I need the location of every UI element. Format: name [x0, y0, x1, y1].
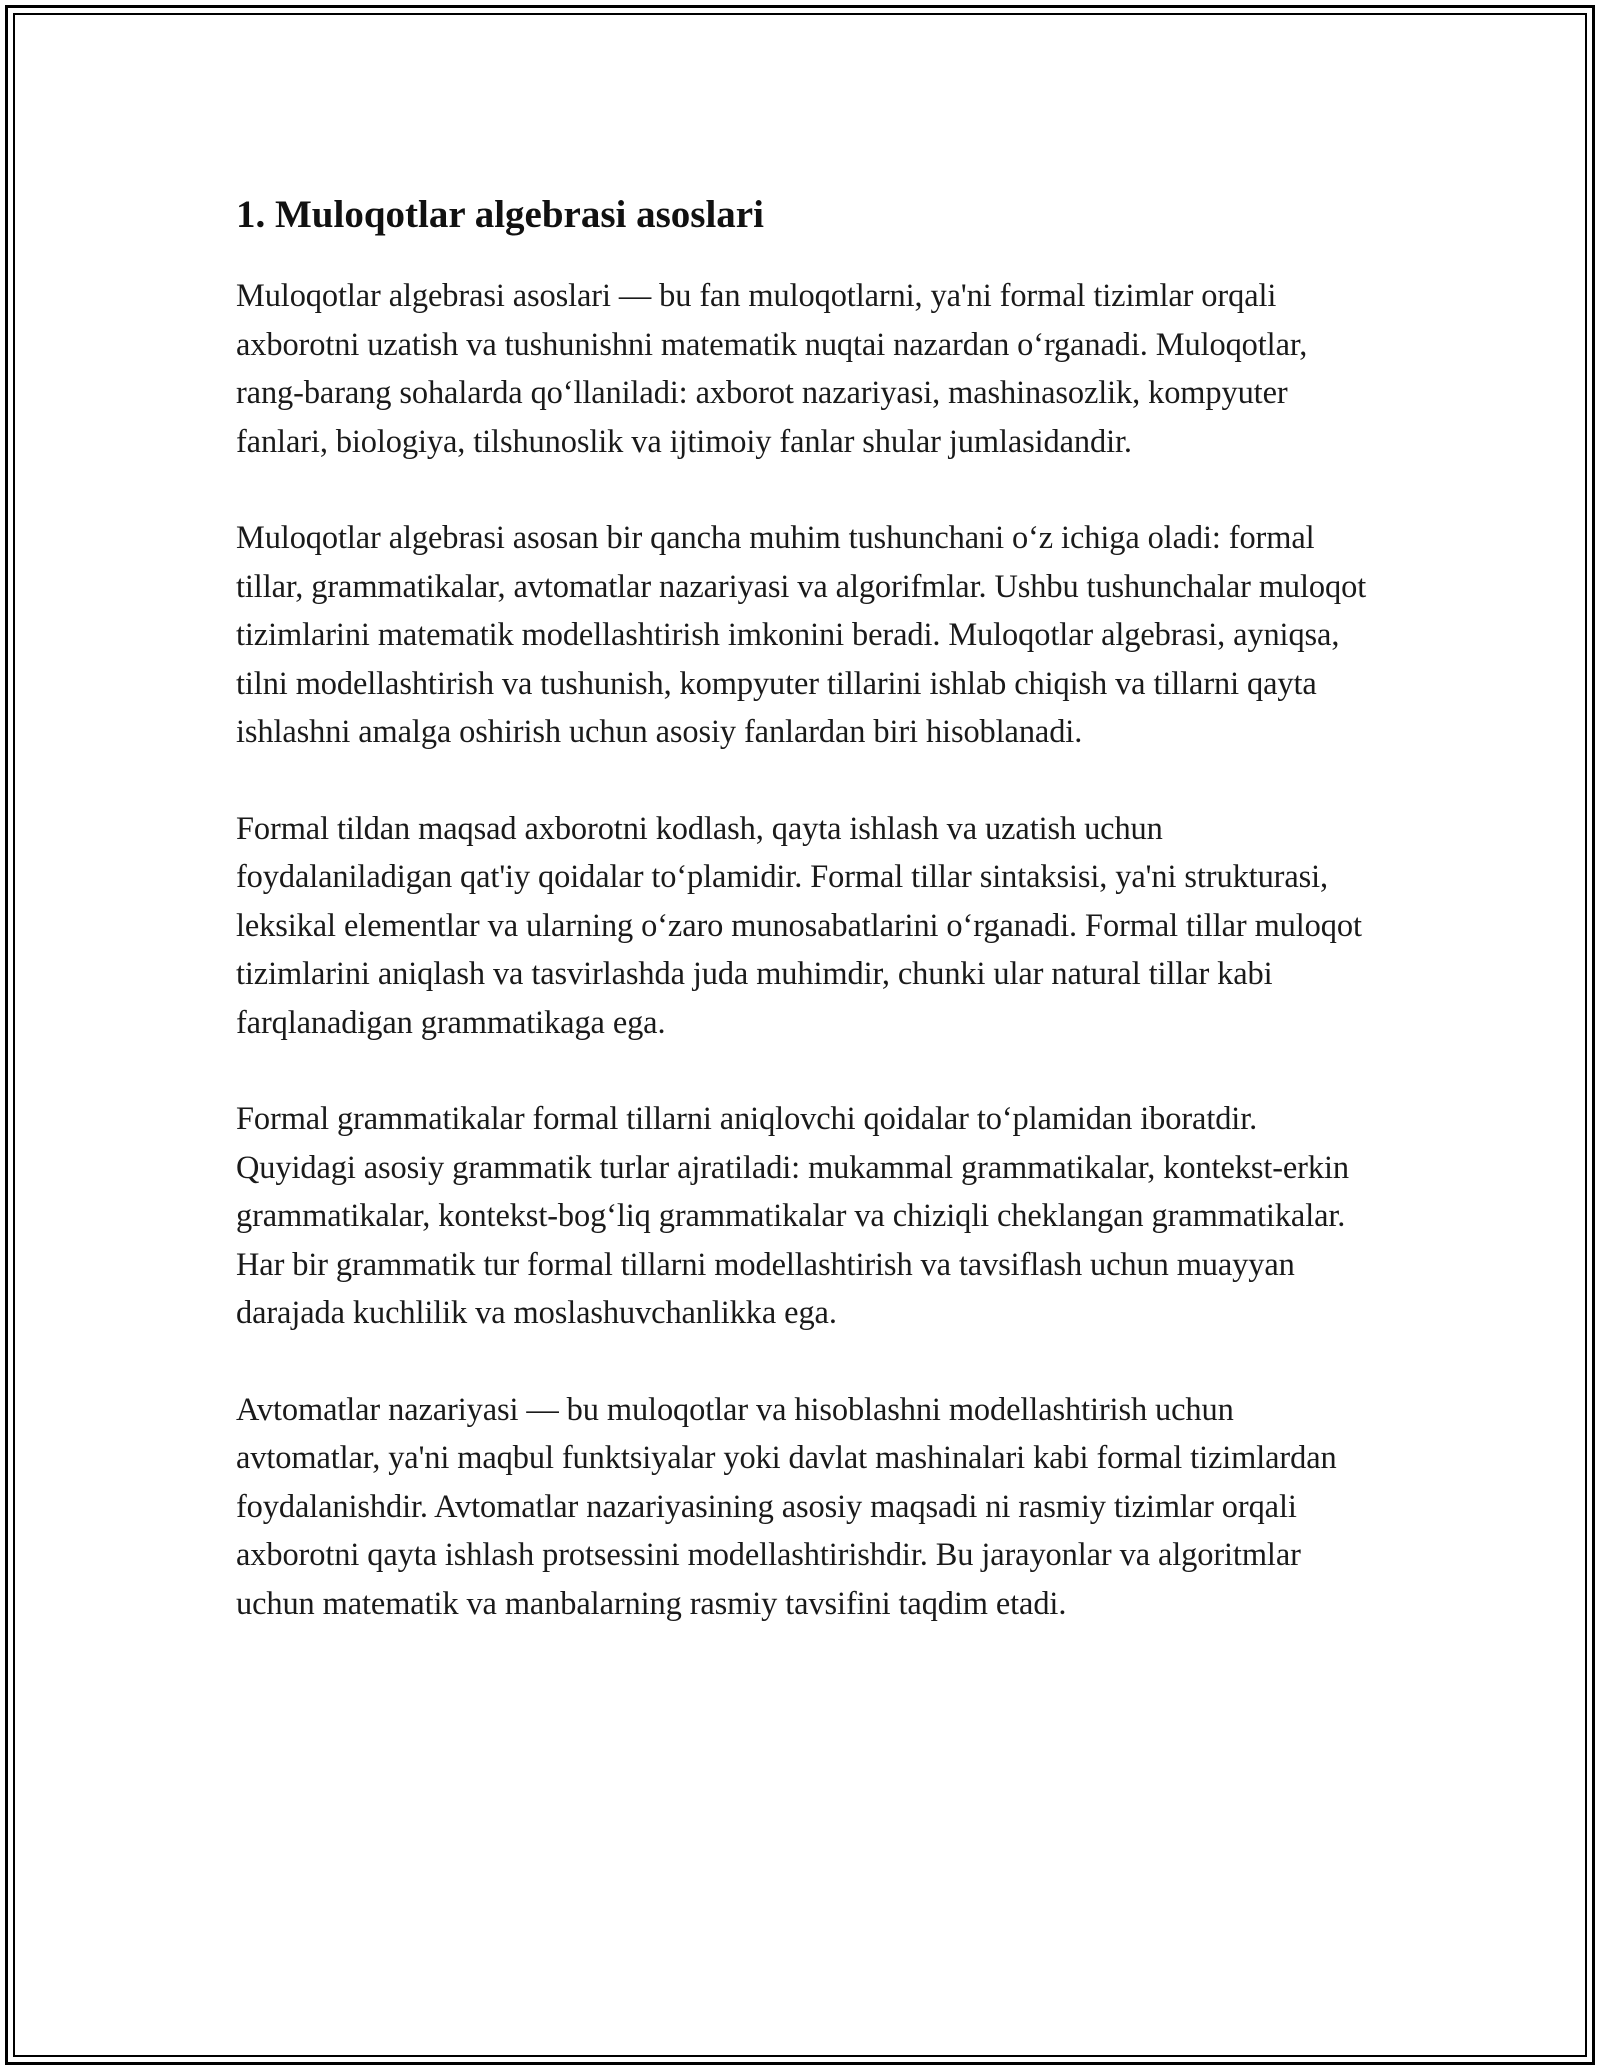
- paragraph-formal-grammars: Formal grammatikalar formal tillarni aniqlovchi qoidalar to‘plamidan iboratdir. Quyidagi asosiy grammatik turlar ajratiladi: mukammal grammatikalar, kontekst-erkin grammatikalar, kontekst-bog‘liq grammatikalar va chiziqli cheklangan grammatikalar. Har bir grammatik tur formal tillarni modellashtirish va tavsiflash uchun muayyan darajada kuchlilik va moslashuvchanlikka ega.: [236, 1101, 1349, 1331]
- document-body: [236, 188, 1376, 1676]
- paragraph-automata-theory: Avtomatlar nazariyasi — bu muloqotlar va hisoblashni modellashtirish uchun avtomatlar, ya'ni maqbul funktsiyalar yoki davlat mashinalari kabi formal tizimlardan foydalanishdir. Avtomatlar nazariyasining asosiy maqsadi ni rasmiy tizimlar orqali axborotni qayta ishlash protsessini modellashtirishdir. Bu jarayonlar va algoritmlar uchun matematik va manbalarning rasmiy tavsifini taqdim etadi.: [236, 1391, 1337, 1622]
- paragraph-formal-languages: Formal tildan maqsad axborotni kodlash, qayta ishlash va uzatish uchun foydalaniladigan qat'iy qoidalar to‘plamidir. Formal tillar sintaksisi, ya'ni strukturasi, leksikal elementlar va ularning o‘zaro munosabatlarini o‘rganadi. Formal tillar muloqot tizimlarini aniqlash va tasvirlashda juda muhimdir, chunki ular natural tillar kabi farqlanadigan grammatikaga ega.: [236, 810, 1362, 1041]
- paragraph-intro: Muloqotlar algebrasi asoslari — bu fan muloqotlarni, ya'ni formal tizimlar orqali axborotni uzatish va tushunishni matematik nuqtai nazardan o‘rganadi. Muloqotlar, rang-barang sohalarda qo‘llaniladi: axborot nazariyasi, mashinasozlik, kompyuter fanlari, biologiya, tilshunoslik va ijtimoiy fanlar shular jumlasidandir.: [236, 278, 1308, 460]
- section-heading: 1. Muloqotlar algebrasi asoslari: [236, 193, 764, 236]
- paragraph-core-concepts: Muloqotlar algebrasi asosan bir qancha muhim tushunchani o‘z ichiga oladi: formal tillar, grammatikalar, avtomatlar nazariyasi va algorifmlar. Ushbu tushunchalar muloqot tizimlarini matematik modellashtirish imkonini beradi. Muloqotlar algebrasi, ayniqsa, tilni modellashtirish va tushunish, kompyuter tillarini ishlab chiqish va tillarni qayta ishlashni amalga oshirish uchun asosiy fanlardan biri hisoblanadi.: [236, 520, 1367, 750]
